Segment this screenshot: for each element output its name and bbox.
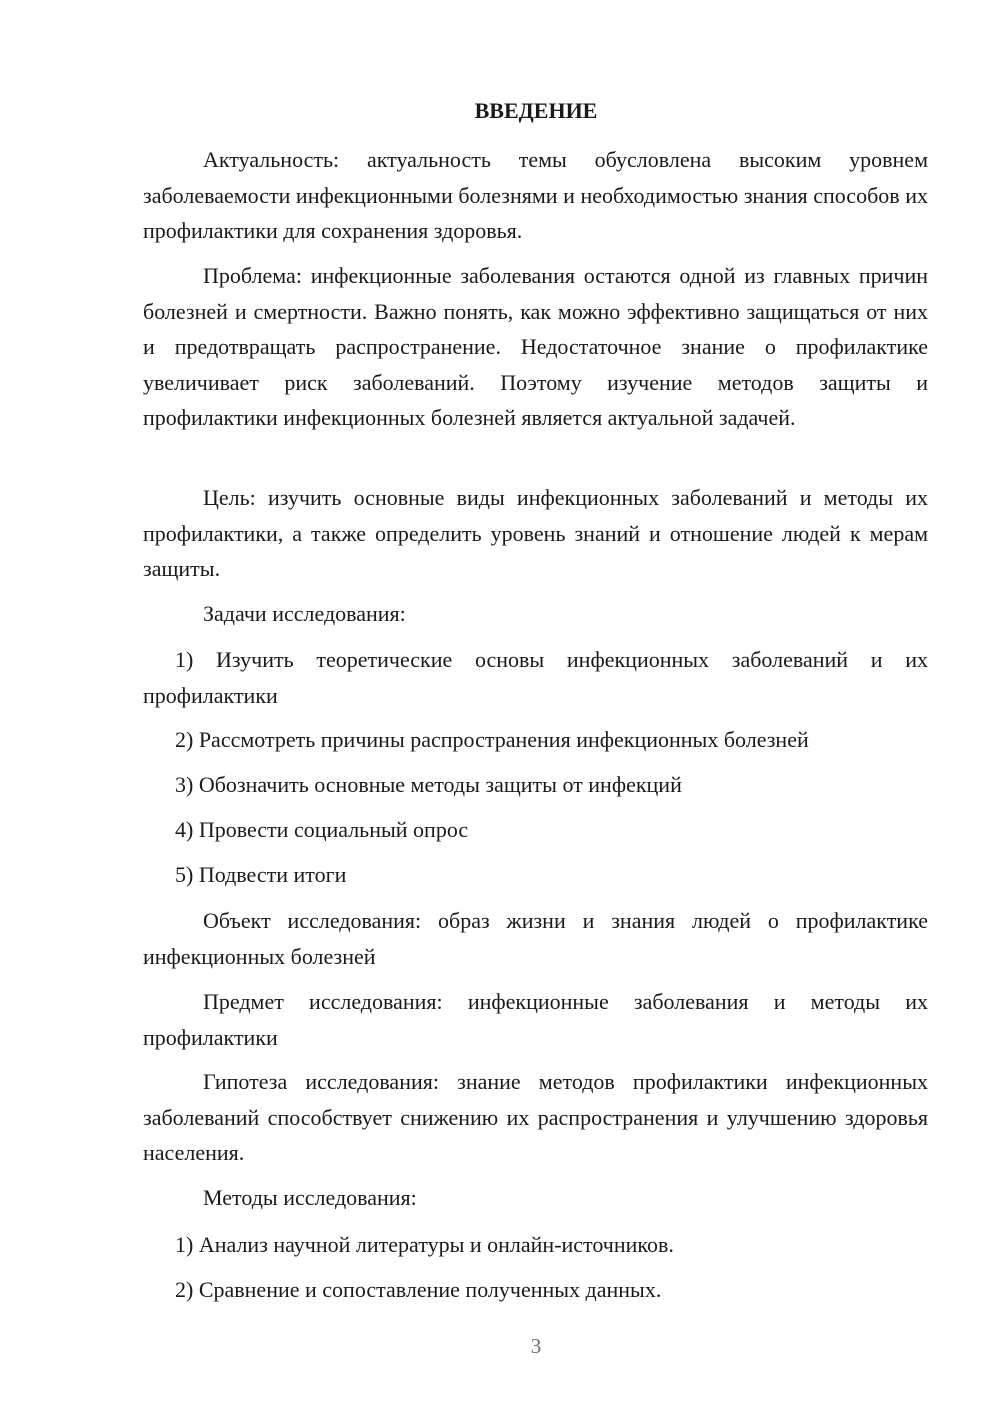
page-title: ВВЕДЕНИЕ <box>474 98 598 123</box>
hypothesis-text: Гипотеза исследования: знание методов профилактики инфекционных заболеваний способствует снижению их распространения и улучшению здоровья населения. <box>143 1069 928 1165</box>
problem-text: Проблема: инфекционные заболевания остаются одной из главных причин болезней и смертности. Важно понять, как можно эффективно защищаться от них и предотвращать распространение. Недостаточное знание о профилактике увеличивает риск заболеваний. Поэтому изучение методов защиты и профилактики инфекционных болезней является актуальной задачей. <box>143 263 928 430</box>
methods-list <box>143 1227 928 1263</box>
paragraph-object <box>143 903 928 974</box>
paragraph-relevance <box>143 142 928 249</box>
task-item-3: 3) Обозначить основные методы защиты от инфекций <box>175 772 682 797</box>
object-text: Объект исследования: образ жизни и знания людей о профилактике инфекционных болезней <box>143 908 928 969</box>
tasks-list <box>143 812 928 848</box>
methods-heading <box>143 1180 928 1216</box>
methods-title: Методы исследования: <box>203 1185 417 1210</box>
tasks-title: Задачи исследования: <box>203 601 406 626</box>
tasks-list <box>143 857 928 893</box>
goal-text: Цель: изучить основные виды инфекционных заболеваний и методы их профилактики, а также определить уровень знаний и отношение людей к мерам защиты. <box>143 485 928 581</box>
methods-list <box>143 1272 928 1308</box>
subject-text: Предмет исследования: инфекционные заболевания и методы их профилактики <box>143 989 928 1050</box>
page-number: 3 <box>530 1334 542 1358</box>
task-item-1: 1) Изучить теоретические основы инфекционных заболеваний и их профилактики <box>143 647 928 708</box>
relevance-text: Актуальность: актуальность темы обусловлена высоким уровнем заболеваемости инфекционными болезнями и необходимостью знания способов их профилактики для сохранения здоровья. <box>143 147 928 243</box>
method-item-1: 1) Анализ научной литературы и онлайн-источников. <box>175 1232 674 1257</box>
tasks-list <box>143 767 928 803</box>
task-item-4: 4) Провести социальный опрос <box>175 817 469 842</box>
paragraph-hypothesis <box>143 1064 928 1171</box>
paragraph-goal <box>143 480 928 587</box>
task-item-5: 5) Подвести итоги <box>175 862 347 887</box>
tasks-heading <box>143 596 928 632</box>
tasks-list <box>143 722 928 758</box>
paragraph-subject <box>143 984 928 1055</box>
method-item-2: 2) Сравнение и сопоставление полученных данных. <box>175 1277 662 1302</box>
tasks-list <box>143 642 928 713</box>
task-item-2: 2) Рассмотреть причины распространения инфекционных болезней <box>175 727 809 752</box>
paragraph-problem <box>143 258 928 436</box>
